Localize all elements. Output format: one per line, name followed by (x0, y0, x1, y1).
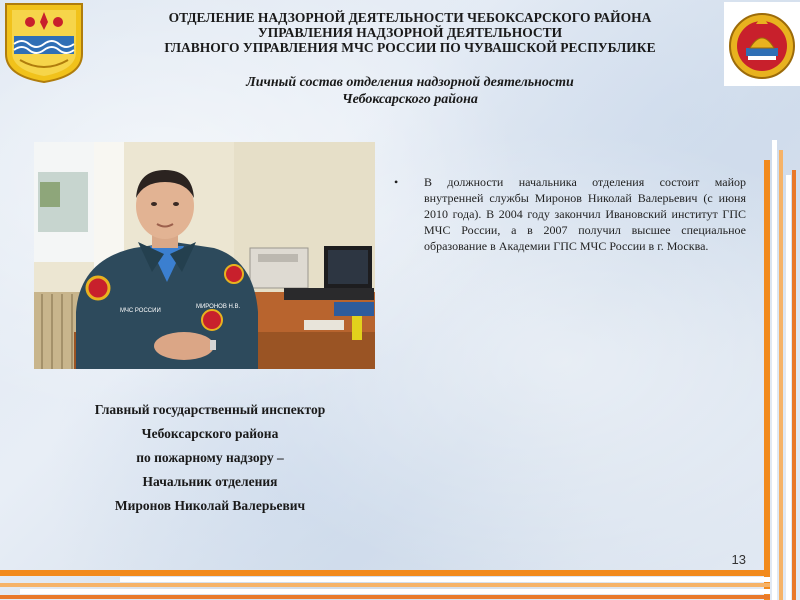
decorative-stripe (20, 589, 770, 594)
decorative-stripe (772, 140, 777, 600)
decorative-stripe (0, 570, 770, 576)
section-title-line-2: Чебоксарского района (342, 92, 478, 107)
officer-bio-text: В должности начальника отделения состоит майор внутренней службы Миронов Николай Валерьевич (с июня 2010 года). В 2004 году закончил Ивановский институт ГПС МЧС России, а в 2007 получил высшее специальное образование в Академии ГПС МЧС России в г. Москва. (424, 175, 746, 253)
coat-of-arms-icon (0, 0, 88, 84)
caption-line-4: Начальник отделения (142, 474, 278, 489)
caption-line-5: Миронов Николай Валерьевич (114, 498, 306, 513)
page-number: 13 (731, 552, 746, 567)
page-header (100, 10, 720, 55)
bullet-icon: • (394, 175, 399, 189)
officer-caption (30, 398, 390, 518)
decorative-stripe (779, 150, 783, 600)
section-title-line-1: Личный состав отделения надзорной деятельности (246, 75, 574, 90)
caption-line-1: Главный государственный инспектор (94, 402, 326, 417)
header-line-1: ОТДЕЛЕНИЕ НАДЗОРНОЙ ДЕЯТЕЛЬНОСТИ ЧЕБОКСАРСКОГО РАЙОНА (168, 10, 652, 25)
decorative-stripe (0, 595, 770, 599)
header-line-3: ГЛАВНОГО УПРАВЛЕНИЯ МЧС РОССИИ ПО ЧУВАШСКОЙ РЕСПУБЛИКЕ (164, 40, 656, 55)
uniform-name-tag: МИРОНОВ Н.В. (196, 304, 241, 310)
decorative-stripe (792, 170, 796, 600)
caption-line-2: Чебоксарского района (141, 426, 279, 441)
officer-bio (394, 174, 746, 254)
officer-photo (34, 142, 375, 369)
mchs-emblem-icon (724, 2, 800, 86)
caption-line-3: по пожарному надзору – (136, 450, 284, 465)
decorative-stripe (0, 583, 770, 587)
section-title (160, 74, 660, 108)
uniform-badge-label: МЧС РОССИИ (120, 308, 161, 314)
decorative-stripe (764, 160, 770, 600)
decorative-stripe (786, 175, 791, 600)
header-line-2: УПРАВЛЕНИЯ НАДЗОРНОЙ ДЕЯТЕЛЬНОСТИ (257, 25, 563, 40)
decorative-stripe (120, 577, 770, 582)
